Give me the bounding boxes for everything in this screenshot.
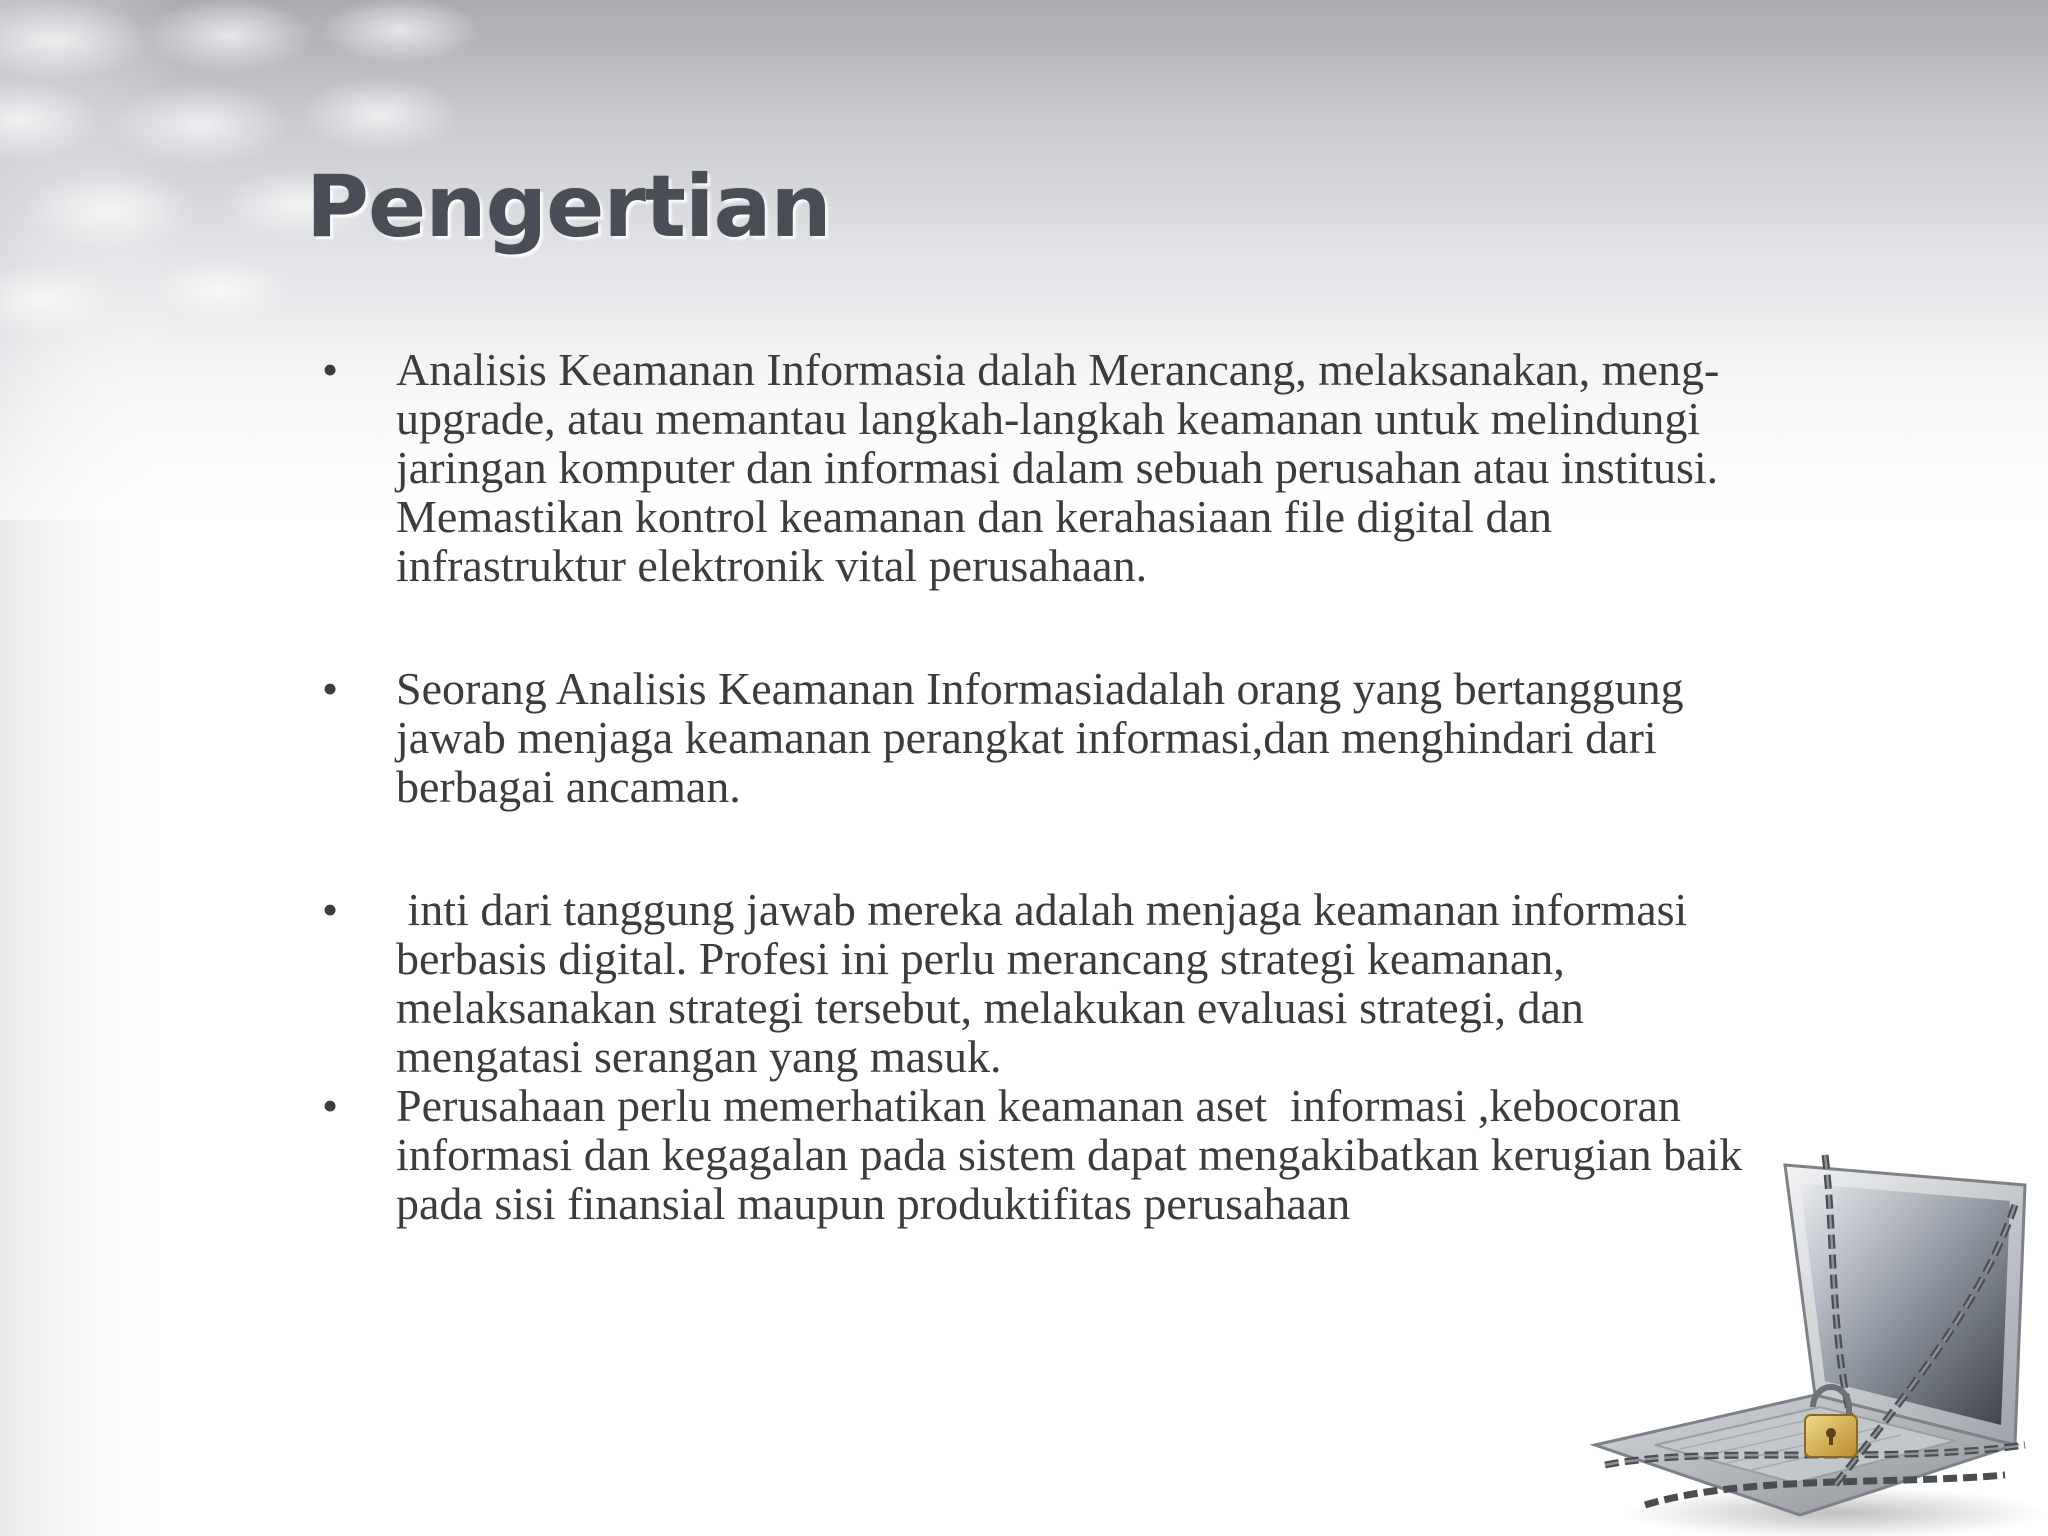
bullet-list — [310, 344, 1754, 1229]
bullet-item — [310, 1080, 1754, 1229]
bullet-text: Perusahaan perlu memerhatikan keamanan aset informasi ,kebocoran informasi dan kegagalan pada sistem dapat mengakibatkan kerugian baik pada sisi finansial maupun produktifitas perusahaan — [396, 1080, 1754, 1229]
chained-laptop-image — [1585, 1145, 2045, 1536]
bullet-item — [310, 345, 1750, 590]
bullet-item — [310, 885, 1750, 1081]
bullet-marker: • — [321, 663, 339, 714]
bullet-marker: • — [321, 884, 339, 935]
bullet-item — [310, 664, 1750, 811]
bullet-text: Analisis Keamanan Informasia dalah Merancang, melaksanakan, meng-upgrade, atau memantau langkah-langkah keamanan untuk melindungi jaringan komputer dan informasi dalam sebuah perusahan atau institusi. Memastikan kontrol keamanan dan kerahasiaan file digital dan infrastruktur elektronik vital perusahaan. — [396, 344, 1730, 591]
bullet-marker: • — [321, 344, 339, 395]
bullet-text: Seorang Analisis Keamanan Informasiadalah orang yang bertanggung jawab menjaga keamanan perangkat informasi,dan menghindari dari berbagai ancaman. — [396, 663, 1696, 812]
bullet-marker: • — [321, 1080, 339, 1131]
bullet-text: inti dari tanggung jawab mereka adalah menjaga keamanan informasi berbasis digital. Profesi ini perlu merancang strategi keamanan, melaksanakan strategi tersebut, melakukan evaluasi strategi, dan mengatasi serangan yang masuk. — [396, 884, 1699, 1082]
slide-title: Pengertian — [306, 157, 831, 257]
